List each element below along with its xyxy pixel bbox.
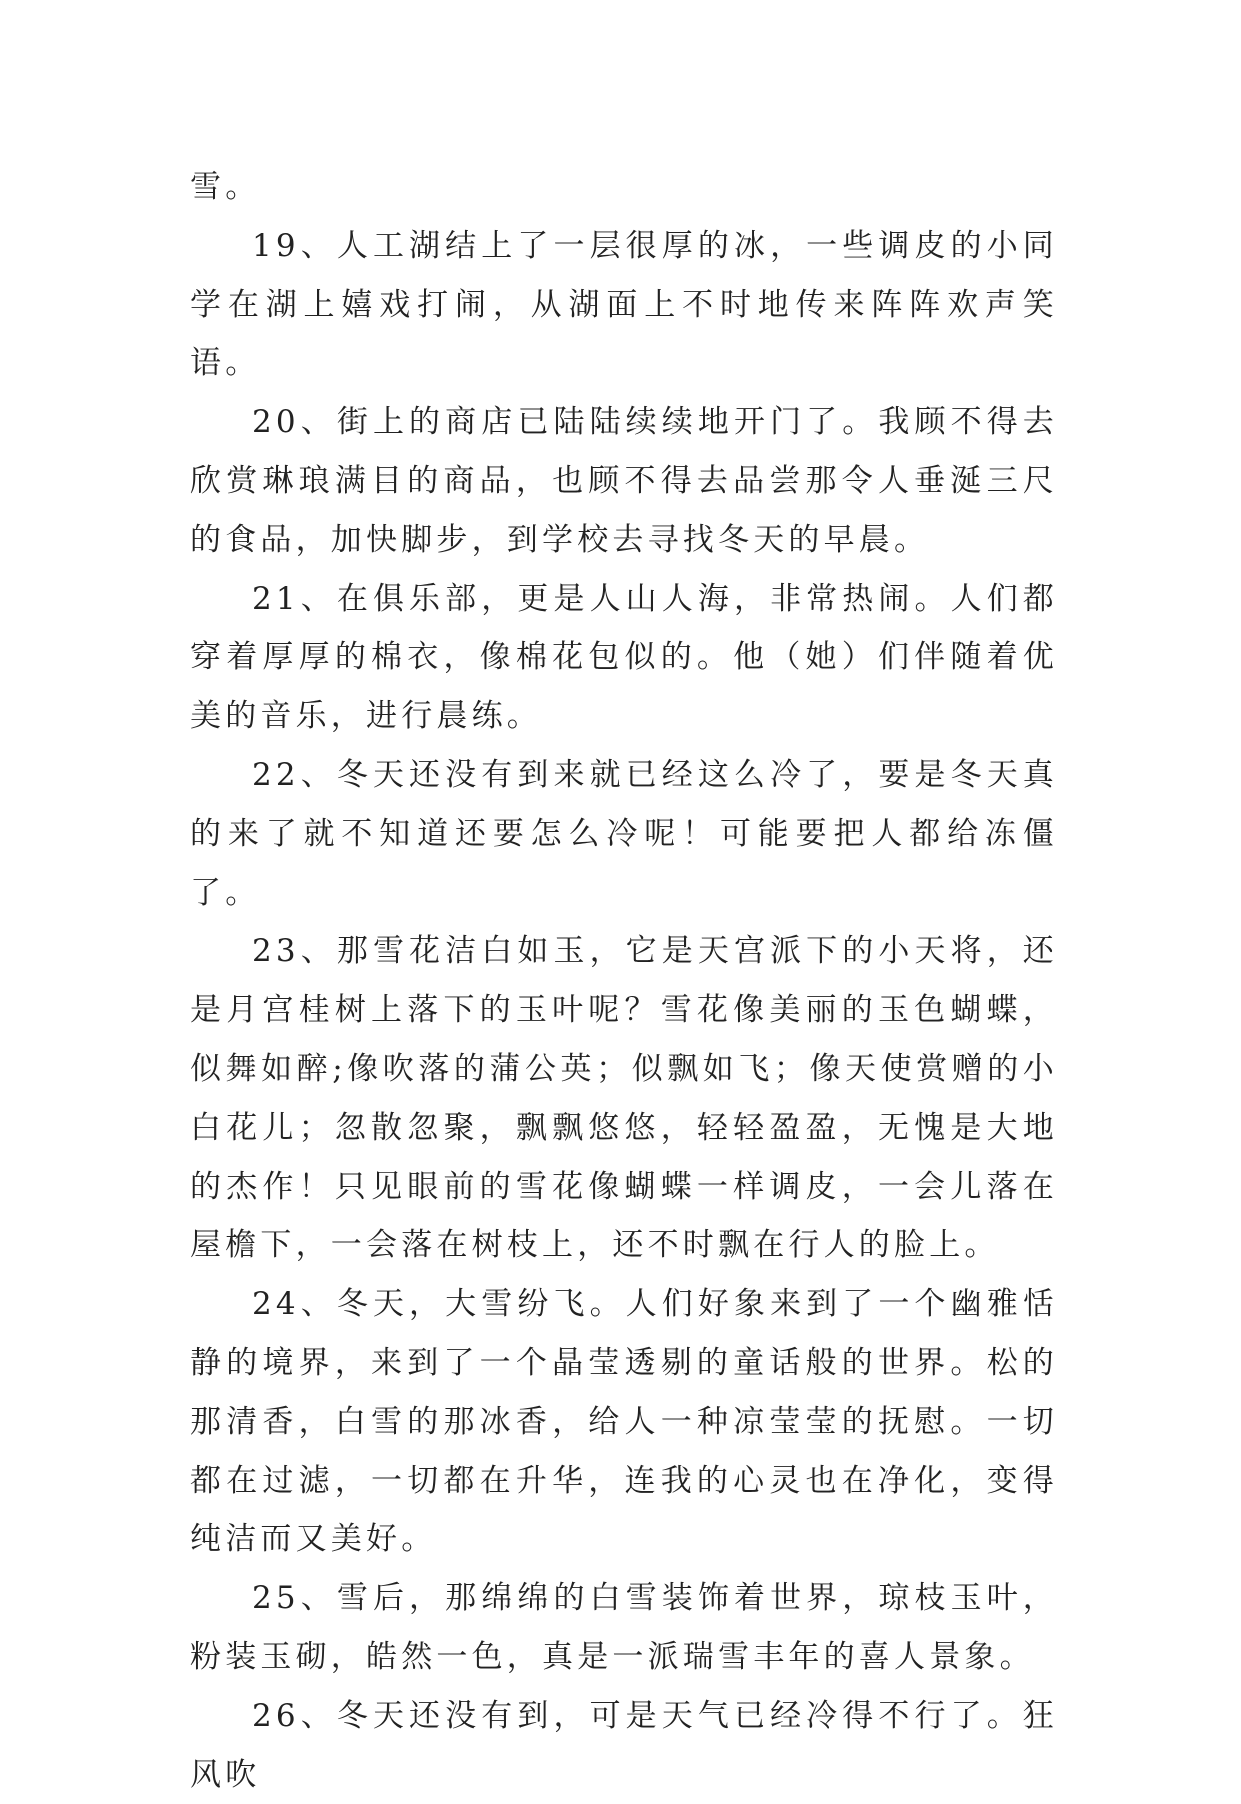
paragraph: 23、那雪花洁白如玉，它是天宫派下的小天将，还是月宫桂树上落下的玉叶呢？雪花像美丽的玉色蝴蝶，似舞如醉;像吹落的蒲公英；似飘如飞；像天使赏赠的小白花儿；忽散忽聚，飘飘悠悠，轻轻盈盈，无愧是大地的杰作！只见眼前的雪花像蝴蝶一样调皮，一会儿落在屋檐下，一会落在树枝上，还不时飘在行人的脸上。 — [190, 933, 1058, 1264]
paragraph: 26、冬天还没有到，可是天气已经冷得不行了。狂风吹 — [190, 1697, 1058, 1793]
document-body — [190, 158, 1058, 1804]
paragraph: 20、街上的商店已陆陆续续地开门了。我顾不得去欣赏琳琅满目的商品，也顾不得去品尝那令人垂涎三尺的食品，加快脚步，到学校去寻找冬天的早晨。 — [190, 404, 1058, 558]
paragraph: 24、冬天，大雪纷飞。人们好象来到了一个幽雅恬静的境界，来到了一个晶莹透剔的童话般的世界。松的那清香，白雪的那冰香，给人一种凉莹莹的抚慰。一切都在过滤，一切都在升华，连我的心灵也在净化，变得纯洁而又美好。 — [190, 1286, 1058, 1558]
paragraph: 19、人工湖结上了一层很厚的冰，一些调皮的小同学在湖上嬉戏打闹，从湖面上不时地传来阵阵欢声笑语。 — [190, 227, 1058, 382]
paragraph: 22、冬天还没有到来就已经这么冷了，要是冬天真的来了就不知道还要怎么冷呢！可能要把人都给冻僵了。 — [190, 756, 1058, 911]
paragraph: 25、雪后，那绵绵的白雪装饰着世界，琼枝玉叶，粉装玉砌，皓然一色，真是一派瑞雪丰年的喜人景象。 — [190, 1580, 1058, 1675]
paragraph: 雪。 — [190, 169, 261, 205]
paragraph: 21、在俱乐部，更是人山人海，非常热闹。人们都穿着厚厚的棉衣，像棉花包似的。他（她）们伴随着优美的音乐，进行晨练。 — [190, 580, 1058, 735]
